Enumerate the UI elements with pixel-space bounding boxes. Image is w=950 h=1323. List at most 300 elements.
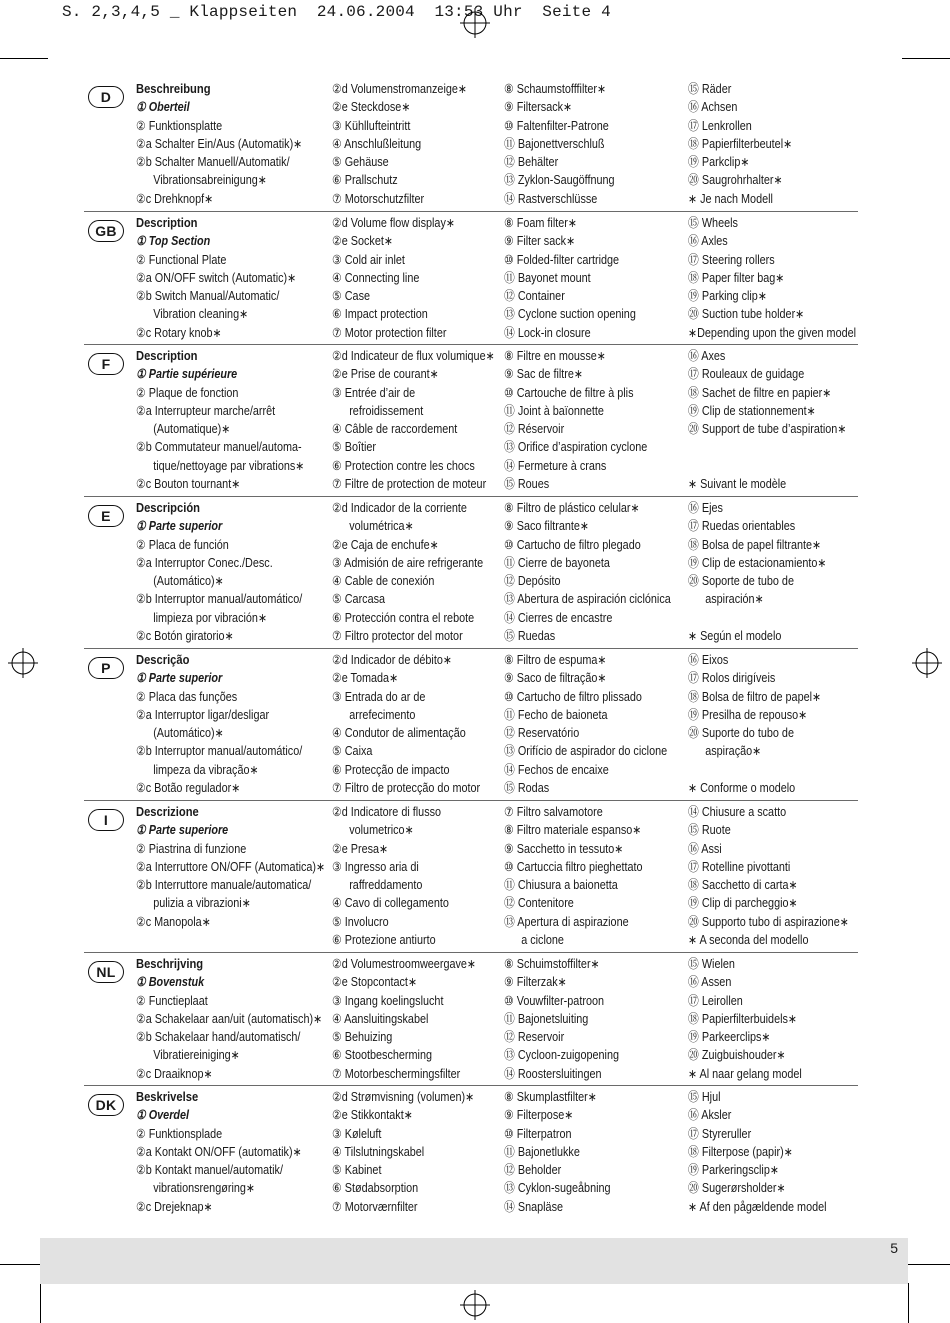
part-item: ⑤ Involucro [332,914,389,929]
part-item: ⑥ Stootbescherming [332,1048,433,1063]
part-item: ⑦ Filtro salvamotore [504,805,603,819]
part-item: Vibratiereiniging∗ [153,1048,240,1063]
part-item: ⑳ Zuigbuishouder∗ [688,1048,786,1063]
part-item: ⑮ Rodas [504,781,550,796]
part-item: aspiração∗ [705,744,762,759]
part-item: ∗ Je nach Modell [688,191,773,206]
part-item: ②c Draaiknop∗ [136,1066,213,1081]
part-item: ⑧ Schaumstofffilter∗ [504,82,607,96]
parts-column [688,955,820,1083]
part-item: ⑰ Lenkrollen [688,118,752,133]
part-item: ⑭ Chiusure a scatto [688,805,787,819]
part-item: ⑬ Orifício de aspirador do ciclone [504,744,668,759]
part-item: ⑧ Foam filter∗ [504,216,577,230]
part-item: ⑱ Papierfilterbeutel∗ [688,136,793,151]
part-item: ⑭ Fermeture à crans [504,458,607,473]
part-item: ∗ Conforme o modelo [688,781,796,796]
part-item: ⑧ Skumplastfilter∗ [504,1090,597,1104]
part-item: limpieza por vibración∗ [153,610,268,625]
part-item: ⑳ Suction tube holder∗ [688,307,805,322]
part-item: ⑮ Ruedas [504,629,556,644]
part-item: ∗ A seconda del modello [688,933,809,948]
parts-column [332,651,504,797]
part-item: ① Parte superior [136,671,223,686]
part-item: ⑮ Ruote [688,823,731,838]
part-item: ⑨ Filterzak∗ [504,975,567,990]
part-item: ②a ON/OFF switch (Automatic)∗ [136,270,297,285]
section-divider [84,648,858,649]
part-item: ⑦ Filtro protector del motor [332,629,463,644]
parts-column [332,214,475,342]
part-item: ⑥ Impact protection [332,307,428,322]
parts-column [136,499,329,645]
section-title: Beschrijving [136,956,204,971]
part-item: ② Placa das funções [136,689,238,704]
part-item: volumetrico∗ [349,823,414,838]
part-item: ∗ Af den pågældende model [688,1199,827,1214]
part-item: ⑦ Motorbeschermingsfilter [332,1066,461,1081]
language-section-p [84,651,858,803]
part-item: ⑳ Sugerørsholder∗ [688,1181,786,1196]
part-item: ⑨ Filtersack∗ [504,100,573,115]
part-item: ⑥ Protection contre les chocs [332,458,475,473]
parts-column [504,499,698,645]
section-title: Description [136,215,198,230]
registration-mark-icon [8,648,38,678]
part-item: ②b Interruptor manual/automático/ [136,744,303,759]
part-item: ②a Schalter Ein/Aus (Automatik)∗ [136,136,303,151]
part-item: ②e Steckdose∗ [332,100,411,115]
part-item: ② Plaque de fonction [136,385,239,400]
part-item: ②b Schalter Manuell/Automatik/ [136,155,290,170]
parts-column [688,803,875,949]
part-item: ⑯ Axles [688,234,728,249]
parts-column [504,803,665,949]
part-item: ②a Kontakt ON/OFF (automatik)∗ [136,1144,302,1159]
part-item: ⑫ Contenitore [504,896,574,911]
part-item: (Automático)∗ [153,726,224,741]
part-item: ⑭ Lock-in closure [504,325,591,340]
print-header: S. 2,3,4,5 _ Klappseiten 24.06.2004 13:53 Uhr Seite 4 [62,3,611,21]
part-item: (Automático)∗ [153,574,224,589]
registration-mark-icon [460,1290,490,1320]
part-item: ②b Schakelaar hand/automatisch/ [136,1030,301,1045]
part-item: ②c Botón giratorio∗ [136,629,234,644]
part-item: ⑫ Réservoir [504,422,565,437]
part-item: ③ Admisión de aire refrigerante [332,555,484,570]
part-item: ⑩ Vouwfilter-patroon [504,993,605,1008]
part-item: ⑩ Folded-filter cartridge [504,252,620,267]
part-item: ⑰ Ruedas orientables [688,519,796,534]
part-item: refroidissement [349,403,424,418]
part-item: ⑯ Assi [688,841,722,856]
part-item: ① Oberteil [136,100,190,115]
part-item [688,438,846,456]
part-item: ⑫ Container [504,289,565,304]
part-item: ⑤ Gehäuse [332,155,389,170]
part-item: ⑱ Bolsa de papel filtrante∗ [688,537,822,552]
part-item: ⑧ Filtro de plástico celular∗ [504,501,640,515]
part-item: ⑪ Fecho de baioneta [504,707,608,722]
part-item: ⑬ Apertura di aspirazione [504,914,629,929]
part-item: ⑦ Motorværnfilter [332,1199,418,1214]
part-item: ②d Indicador de débito∗ [332,653,452,667]
part-item: ②b Interruttore manuale/automatica/ [136,878,312,893]
part-item: ⑬ Orifice d’aspiration cyclone [504,440,648,455]
part-item: ⑧ Filtre en mousse∗ [504,349,606,363]
part-item: ② Piastrina di funzione [136,841,247,856]
part-item: ⑥ Protecção de impacto [332,762,450,777]
section-divider [84,344,858,345]
parts-column [504,214,657,342]
part-item: ②e Stopcontact∗ [332,975,418,990]
section-title: Beschreibung [136,81,211,96]
part-item: ②c Rotary knob∗ [136,325,222,340]
section-title: Descrizione [136,804,199,819]
section-title: Descripción [136,500,201,515]
part-item: ⑭ Snapläse [504,1199,564,1214]
part-item: ⑲ Parkeerclips∗ [688,1030,771,1045]
part-item: ②a Interruptor Conec./Desc. [136,555,273,570]
crop-mark [0,58,48,59]
part-item: ⑫ Depósito [504,574,561,589]
part-item: ⑨ Filterpose∗ [504,1108,574,1123]
part-item: ④ Aansluitingskabel [332,1011,429,1026]
parts-column [136,214,322,342]
part-item: ⑲ Presilha de repouso∗ [688,707,808,722]
part-item [688,457,846,475]
part-item: ⑲ Clip di parcheggio∗ [688,896,798,911]
part-item: ⑧ Schuimstoffilter∗ [504,957,600,971]
language-section-dk [84,1088,858,1228]
part-item: ②c Bouton tournant∗ [136,477,241,492]
crop-mark [902,58,950,59]
part-item: ②d Indicatore di flusso [332,805,442,819]
part-item: ②b Switch Manual/Automatic/ [136,289,280,304]
section-title: Descrição [136,652,190,667]
part-item: ⑰ Steering rollers [688,252,775,267]
part-item: ⑪ Bayonet mount [504,270,591,285]
part-item [688,761,821,779]
part-item: ⑨ Sacchetto in tessuto∗ [504,841,624,856]
part-item: ②e Prise de courant∗ [332,367,439,382]
part-item: ⑭ Roostersluitingen [504,1066,602,1081]
part-item [688,609,827,627]
parts-column [504,651,694,797]
part-item: (Automatique)∗ [153,422,231,437]
part-item: ⑧ Filtro materiale espanso∗ [504,823,642,838]
part-item: ④ Condutor de alimentação [332,726,466,741]
section-divider [84,952,858,953]
part-item: ②c Drejeknap∗ [136,1199,213,1214]
part-item: a ciclone [521,933,564,948]
part-item: ⑤ Kabinet [332,1163,382,1178]
part-item: ⑥ Prallschutz [332,173,398,188]
part-item: ② Funktionsplade [136,1126,223,1141]
part-item: ⑳ Soporte de tubo de [688,574,794,589]
part-item: ⑰ Rolos dirigíveis [688,671,776,686]
part-item: ① Top Section [136,234,211,249]
part-item: ②d Volumenstromanzeige∗ [332,82,467,96]
language-badge: DK [88,1094,124,1116]
parts-column [332,803,468,949]
part-item: ⑯ Ejes [688,501,723,515]
part-item: ③ Cold air inlet [332,252,405,267]
part-item: ④ Cavo di collegamento [332,896,449,911]
part-item: ④ Anschlußleitung [332,136,422,151]
part-item: ⑫ Reservatório [504,726,580,741]
parts-column [136,1088,329,1216]
part-item: ∗Depending upon the given model [688,325,857,340]
part-item: ⑳ Supporto tubo di aspirazione∗ [688,914,849,929]
part-item: ⑯ Assen [688,975,732,990]
part-item: ⑨ Saco filtrante∗ [504,519,590,534]
language-badge: NL [88,961,124,983]
part-item: vibrationsrengøring∗ [153,1181,255,1196]
part-item: ⑯ Aksler [688,1108,732,1123]
part-item: Vibration cleaning∗ [153,307,249,322]
part-item: ⑱ Bolsa de filtro de papel∗ [688,689,822,704]
part-item: ②e Socket∗ [332,234,393,249]
part-item: ⑤ Behuizing [332,1030,393,1045]
language-badge: I [88,809,124,831]
part-item: ⑬ Cycloon-zuigopening [504,1048,619,1063]
parts-column [136,651,329,797]
part-item: ⑦ Filtro de protecção do motor [332,781,481,796]
page-number: 5 [890,1240,898,1256]
parts-column [504,80,633,208]
part-item: ① Parte superior [136,519,223,534]
part-item: ⑤ Caixa [332,744,373,759]
part-item: ②a Interrupteur marche/arrêt [136,403,276,418]
part-item: ⑮ Roues [504,477,550,492]
part-item: ⑰ Rouleaux de guidage [688,367,805,382]
part-item: ⑤ Case [332,289,371,304]
part-item: ⑱ Filterpose (papir)∗ [688,1144,793,1159]
part-item: ②d Volume flow display∗ [332,216,455,230]
parts-column [688,80,809,208]
part-item: ⑫ Behälter [504,155,559,170]
part-item: ②d Volumestroomweergave∗ [332,957,477,971]
part-item: ⑳ Saugrohrhalter∗ [688,173,783,188]
part-item: ⑭ Fechos de encaixe [504,762,609,777]
part-item: ⑧ Filtro de espuma∗ [504,653,607,667]
part-item: ⑬ Cyclone suction opening [504,307,636,322]
part-item: ③ Køleluft [332,1126,382,1141]
part-item: ⑪ Bajonetlukke [504,1144,580,1159]
part-item: ⑮ Wielen [688,957,735,971]
parts-column [136,803,356,931]
part-item: ⑰ Rotelline pivottanti [688,859,791,874]
part-item: ① Partie supérieure [136,367,238,382]
part-item: ⑱ Sachet de filtre en papier∗ [688,385,832,400]
part-item: ⑪ Bajonettverschluß [504,136,605,151]
part-item: ⑪ Chiusura a baionetta [504,878,618,893]
part-item: ②e Presa∗ [332,841,389,856]
part-item: ②a Interruttore ON/OFF (Automatica)∗ [136,859,326,874]
part-item: ⑥ Protezione antiurto [332,933,436,948]
part-item: ②e Stikkontakt∗ [332,1108,413,1123]
language-section-e [84,499,858,651]
part-item: ⑱ Papierfilterbuidels∗ [688,1011,798,1026]
part-item: ②a Interruptor ligar/desligar [136,707,270,722]
part-item: ④ Câble de raccordement [332,422,458,437]
part-item: ⑭ Cierres de encastre [504,610,613,625]
registration-mark-icon [460,8,490,38]
parts-column [332,80,489,208]
parts-column [504,955,638,1083]
part-item: ②c Manopola∗ [136,914,211,929]
part-item: ⑪ Joint à baïonnette [504,403,604,418]
part-item: ②c Botão regulador∗ [136,781,241,796]
section-title: Description [136,348,198,363]
part-item: ∗ Al naar gelang model [688,1066,802,1081]
part-item: ⑲ Clip de stationnement∗ [688,403,816,418]
language-section-i [84,803,858,955]
part-item: ② Functieplaat [136,993,208,1008]
part-item: ②b Interruptor manual/automático/ [136,592,303,607]
parts-column [504,1088,628,1216]
parts-column [332,1088,497,1216]
part-item: ⑩ Cartucho de filtro plegado [504,537,641,552]
parts-column [332,955,499,1083]
part-item: raffreddamento [349,878,423,893]
language-section-d [84,80,858,214]
part-item: ④ Connecting line [332,270,420,285]
part-item: ⑳ Suporte do tubo de [688,726,794,741]
parts-column [332,499,508,645]
part-item: ⑲ Parkclip∗ [688,155,750,170]
crop-mark [902,1264,950,1265]
part-item: ⑲ Clip de estacionamiento∗ [688,555,827,570]
footer-bar [40,1238,908,1284]
part-item: tique/nettoyage par vibrations∗ [153,458,305,473]
part-item: ⑱ Sacchetto di carta∗ [688,878,798,893]
part-item: ⑦ Filtre de protection de moteur [332,477,487,492]
language-badge: GB [88,220,124,242]
part-item: ⑲ Parking clip∗ [688,289,767,304]
part-item: ⑯ Eixos [688,653,729,667]
part-item: ⑦ Motorschutzfilter [332,191,425,206]
part-item: ⑩ Faltenfilter-Patrone [504,118,609,133]
parts-column [332,347,521,493]
part-item: ⑦ Motor protection filter [332,325,447,340]
part-item: volumétrica∗ [349,519,414,534]
part-item: ⑥ Protección contra el rebote [332,610,475,625]
parts-column [504,347,671,493]
part-item: ⑤ Carcasa [332,592,386,607]
part-item: ②c Drehknopf∗ [136,191,214,206]
part-item: ① Bovenstuk [136,975,205,990]
part-item: ②b Kontakt manuel/automatik/ [136,1163,283,1178]
part-item: ③ Ingresso aria di [332,859,419,874]
part-item: ③ Entrada do ar de [332,689,426,704]
part-item: ② Placa de función [136,537,229,552]
part-item: ② Functional Plate [136,252,227,267]
part-item: ②d Indicador de la corriente [332,501,467,515]
part-item: ③ Entrée d’air de [332,385,416,400]
part-item: arrefecimento [349,707,416,722]
part-item: ⑱ Paper filter bag∗ [688,270,785,285]
part-item: ②b Commutateur manuel/automa- [136,440,302,455]
part-item: limpeza da vibração∗ [153,762,259,777]
part-item: ⑩ Cartouche de filtre à plis [504,385,634,400]
language-section-f [84,347,858,499]
part-item: ⑬ Zyklon-Saugöffnung [504,173,615,188]
section-divider [84,1085,858,1086]
part-item: ②e Tomada∗ [332,671,399,686]
parts-column [688,499,849,645]
language-section-gb [84,214,858,347]
parts-column [688,347,872,493]
part-item: ⑨ Filter sack∗ [504,234,576,249]
part-item: pulizia a vibrazioni∗ [153,896,251,911]
language-badge: P [88,657,124,679]
parts-column [136,80,329,208]
part-item: ⑭ Rastverschlüsse [504,191,598,206]
part-item: ⑥ Stødabsorption [332,1181,419,1196]
part-item: ⑨ Sac de filtre∗ [504,367,583,382]
parts-column [688,214,883,342]
part-item: ⑮ Räder [688,82,732,96]
crop-mark [40,1283,41,1323]
part-item: ⑰ Styreruller [688,1126,752,1141]
part-item: ⑳ Support de tube d’aspiration∗ [688,422,847,437]
part-item: Vibrationsabreinigung∗ [153,173,267,188]
registration-mark-icon [912,648,942,678]
crop-mark [908,1283,909,1323]
part-item: ⑮ Wheels [688,216,738,230]
part-item: ⑲ Parkeringsclip∗ [688,1163,779,1178]
part-item: ②d Strømvisning (volumen)∗ [332,1090,475,1104]
part-item: ⑩ Cartuccia filtro pieghettato [504,859,643,874]
part-item: ⑯ Axes [688,349,726,363]
part-item: ⑩ Filterpatron [504,1126,572,1141]
parts-column [688,651,843,797]
part-item: aspiración∗ [705,592,764,607]
part-item: ③ Ingang koelingslucht [332,993,444,1008]
part-item: ② Funktionsplatte [136,118,223,133]
part-item: ②a Schakelaar aan/uit (automatisch)∗ [136,1011,323,1026]
part-item: ⑮ Hjul [688,1090,721,1104]
part-item: ③ Kühllufteintritt [332,118,411,133]
section-title: Beskrivelse [136,1089,199,1104]
language-badge: D [88,86,124,108]
part-item: ⑰ Leirollen [688,993,743,1008]
part-item: ① Parte superiore [136,823,229,838]
part-item: ∗ Según el modelo [688,629,782,644]
part-item: ① Overdel [136,1108,190,1123]
part-item: ⑨ Saco de filtração∗ [504,671,607,686]
part-item: ②d Indicateur de flux volumique∗ [332,349,495,363]
part-item: ②e Caja de enchufe∗ [332,537,439,552]
section-divider [84,496,858,497]
part-item: ⑫ Reservoir [504,1030,565,1045]
part-item: ④ Cable de conexión [332,574,435,589]
section-divider [84,211,858,212]
part-item: ④ Tilslutningskabel [332,1144,425,1159]
part-item: ⑯ Achsen [688,100,738,115]
part-item: ∗ Suivant le modèle [688,477,787,492]
part-item: ⑪ Cierre de bayoneta [504,555,610,570]
part-item: ⑩ Cartucho de filtro plissado [504,689,642,704]
parts-column [136,347,332,493]
part-item: ⑪ Bajonetsluiting [504,1011,589,1026]
section-divider [84,800,858,801]
language-badge: F [88,353,124,375]
parts-column [136,955,352,1083]
parts-column [688,1088,849,1216]
